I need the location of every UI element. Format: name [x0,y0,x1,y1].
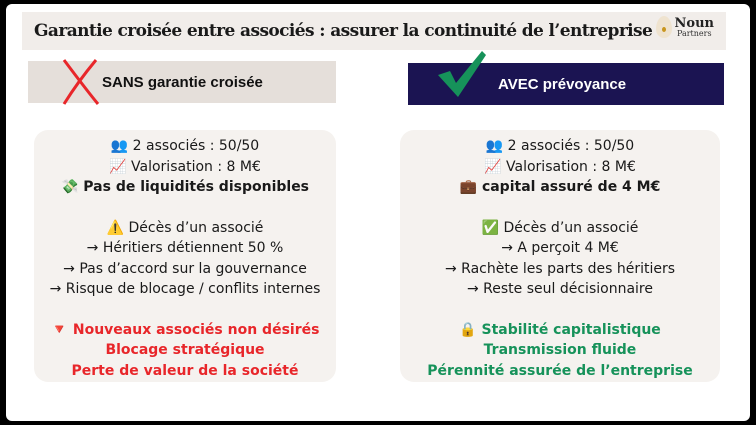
card-line-text: 2 associés : 50/50 [132,138,260,154]
card-line [400,320,720,341]
emoji-icon: 💼 [459,179,478,195]
card-line-text: Pérennité assurée de l’entreprise [427,362,693,379]
card-line-text: Valorisation : 8 M€ [506,158,636,175]
emoji-icon: 🔒 [459,321,477,338]
emoji-icon: ✅ [481,219,500,236]
header-with [408,63,724,105]
card-line [34,177,336,198]
header-with-label: AVEC prévoyance [498,75,627,93]
emoji-icon: 💸 [60,179,79,195]
emoji-icon: 📈 [109,158,127,175]
red-cross-icon [58,58,104,106]
card-line-text: Nouveaux associés non désirés [72,321,320,338]
drop-logo-icon [656,16,672,38]
card-line-text: Valorisation : 8 M€ [131,158,261,175]
green-check-icon [436,49,488,101]
card-line [400,218,720,239]
header-without-label: SANS garantie croisée [102,73,263,91]
card-line [400,177,720,198]
card-line [400,340,720,361]
card-line [400,238,720,259]
card-line [34,218,336,239]
card-line-text: → A perçoit 4 M€ [501,240,619,256]
card-line-text: Perte de valeur de la société [71,362,299,379]
card-line-text: → Rachète les parts des héritiers [444,260,676,277]
card-line-text: Transmission fluide [483,342,637,358]
card-line [400,279,720,300]
title-bar [22,12,726,50]
slide [6,4,750,421]
card-line-text: → Reste seul décisionnaire [467,281,653,297]
card-line-text: Décès d’un associé [128,219,264,236]
emoji-icon: 🔻 [50,321,68,338]
card-line [34,340,336,361]
card-line-text: → Héritiers détiennent 50 % [86,240,284,256]
emoji-icon: 📈 [484,158,502,175]
card-line [400,361,720,382]
card-line-text: capital assuré de 4 M€ [481,179,661,195]
card-line-text: 2 associés : 50/50 [507,138,635,154]
card-line [34,361,336,382]
card-without [34,130,336,382]
header-without [28,61,336,103]
logo-line2: Partners [676,28,712,38]
card-line-text: Stabilité capitalistique [481,321,661,338]
card-line [34,320,336,341]
card-line [34,157,336,178]
card-line [400,259,720,280]
card-line-text: Blocage stratégique [105,342,265,358]
card-line [400,157,720,178]
emoji-icon: ⚠️ [106,219,125,236]
logo-line1: Noun [674,15,714,31]
card-line [34,259,336,280]
noun-partners-logo [656,16,714,38]
card-line-text: Décès d’un associé [503,219,639,236]
card-line [34,136,336,157]
emoji-icon: 👥 [110,138,129,154]
card-with [400,130,720,382]
card-line [400,136,720,157]
card-line-text: Pas de liquidités disponibles [83,179,310,195]
card-line [34,279,336,300]
card-line-text: → Pas d’accord sur la gouvernance [63,260,307,277]
card-line [34,238,336,259]
slide-title: Garantie croisée entre associés : assurer la continuité de l’entreprise [34,21,653,41]
emoji-icon: 👥 [485,138,504,154]
card-line-text: → Risque de blocage / conflits internes [49,281,321,297]
